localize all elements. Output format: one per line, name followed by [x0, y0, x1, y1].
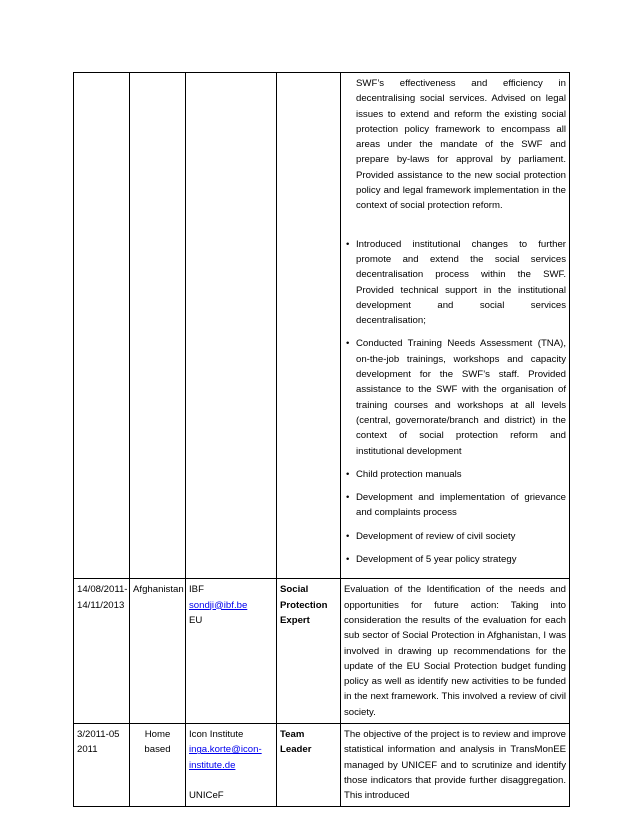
description-cell: Evaluation of the Identification of the needs and opportunities for future action: Taking into consideration the results of the evaluation for each sub sector of Social Protection in Afghanistan, I was involved in drawing up recommendations for the update of the EU Social Protection budget funding policy as well as identify new activities to be funded in the next framework. This involved a review of civil society.: [341, 579, 570, 724]
location-cell: [130, 73, 186, 579]
organisation-cell: [186, 579, 277, 724]
table-row: [74, 579, 570, 724]
experience-table: [73, 72, 570, 807]
table-row: [74, 73, 570, 579]
list-item: • Conducted Training Needs Assessment (TNA), on-the-job trainings, workshops and capacity development for the SWF’s staff. Provided assistance to the SWF with the organisation of training courses and workshops at all levels (central, governorate/branch and district) in the context of social protection reform and institutional development: [346, 338, 566, 457]
table-row: [74, 723, 570, 806]
bullet-icon: •: [346, 554, 350, 566]
position-cell: [277, 73, 341, 579]
organisation-name: Icon Institute: [189, 728, 244, 740]
list-item: • Development of 5 year policy strategy: [344, 552, 566, 567]
location-cell: Home based: [130, 723, 186, 806]
organisation-cell: [186, 723, 277, 806]
list-item: • Development and implementation of grievance and complaints process: [346, 492, 566, 519]
position-cell: Social Protection Expert: [277, 579, 341, 724]
location-cell: Afghanistan: [130, 579, 186, 724]
list-item: • Introduced institutional changes to further promote and extend the social services decentralisation process within the SWF. Provided technical support in the institutional development and social services decentralisation;: [346, 238, 566, 327]
dates-cell: [74, 73, 130, 579]
bullet-icon: •: [346, 530, 350, 542]
bullet-icon: •: [346, 338, 350, 350]
position-cell: Team Leader: [277, 723, 341, 806]
bullet-icon: •: [346, 492, 350, 504]
description-cell: The objective of the project is to review and improve statistical information and analysis in TransMonEE managed by UNICEF and to scrutinize and identify those indicators that provide further disaggregation. This introduced: [341, 723, 570, 806]
organisation-name: IBF: [189, 584, 204, 596]
continued-text: SWF’s effectiveness and efficiency in decentralising social services. Advised on legal issues to extend and reform the existing social protection policy framework to encompass all areas under the mandate of the SWF and prepare by-laws for approval by parliament. Provided assistance to the new social protection policy and legal framework implementation in the context of social protection reform.: [356, 78, 566, 212]
activity-list: [344, 237, 566, 568]
dates-cell: 3/2011-05 2011: [74, 723, 130, 806]
contact-email-link[interactable]: sondji@ibf.be: [189, 599, 248, 611]
bullet-icon: •: [346, 238, 350, 250]
list-item: • Child protection manuals: [344, 467, 566, 482]
contact-email-link[interactable]: inga.korte@icon-institute.de: [189, 744, 262, 771]
client-name: EU: [189, 614, 203, 626]
list-item: • Development of review of civil society: [344, 529, 566, 544]
bullet-icon: •: [346, 468, 350, 480]
organisation-cell: [186, 73, 277, 579]
dates-cell: 14/08/2011-14/11/2013: [74, 579, 130, 724]
client-name: UNICeF: [189, 789, 224, 801]
description-cell: [341, 73, 570, 579]
